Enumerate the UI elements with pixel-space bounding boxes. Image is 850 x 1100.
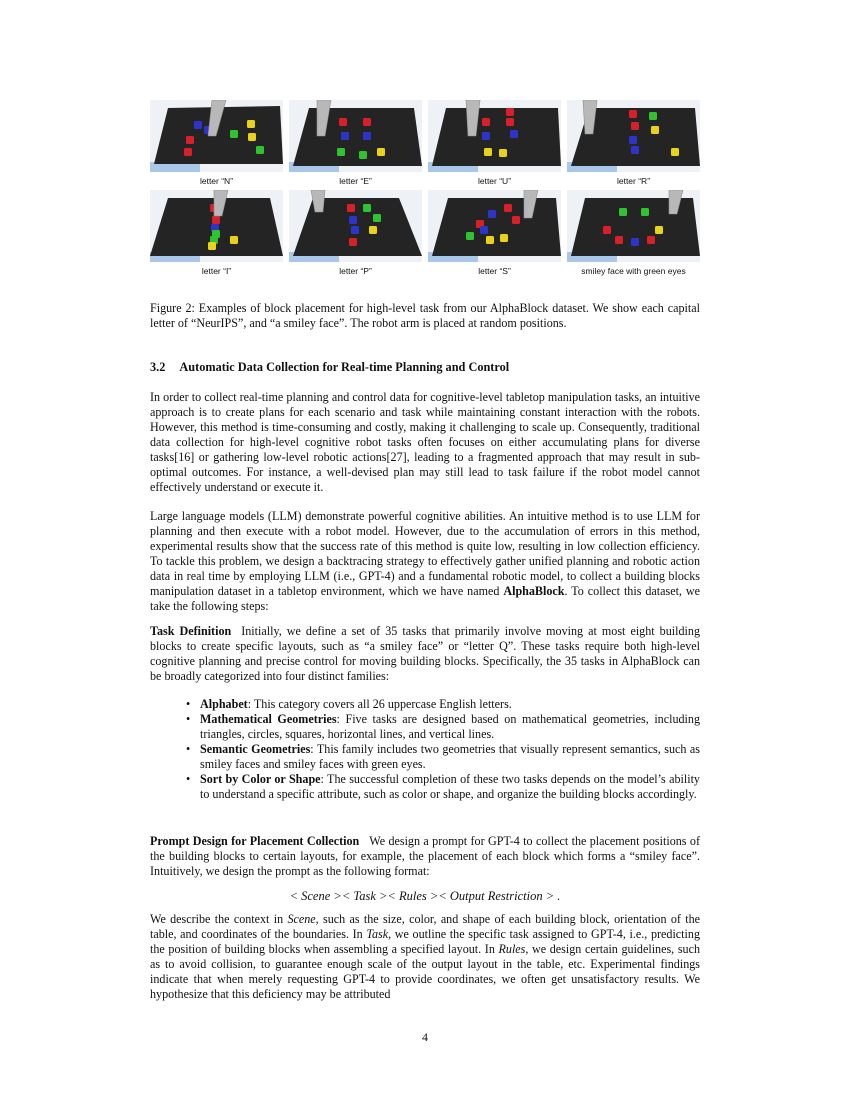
prompt-format-formula: < Scene >< Task >< Rules >< Output Restriction > .	[289, 889, 561, 903]
building-block	[186, 136, 194, 144]
table-surface	[293, 108, 422, 166]
text-run: , we design certain guidelines, such as to avoid collision, to guarantee enough scale of the output layout in the table, etc. Experimental findings indicate that when merely requesting GPT-4 to provide coordinates, we often get unsatisfactory results. We hypothesize that this deficiency may be attributed	[150, 942, 700, 1001]
math-var: Rules	[498, 942, 526, 956]
figure-panel	[428, 190, 561, 279]
list-item	[186, 742, 700, 772]
table-surface	[571, 198, 700, 256]
section-number: 3.2	[150, 360, 166, 374]
panel-label: letter “N”	[199, 176, 234, 186]
panel-label: smiley face with green eyes	[581, 266, 686, 276]
page-number: 4	[422, 1030, 428, 1044]
section-title: Automatic Data Collection for Real-time Planning and Control	[179, 360, 510, 374]
building-block	[671, 148, 679, 156]
building-block	[603, 226, 611, 234]
building-block	[347, 204, 355, 212]
building-block	[337, 148, 345, 156]
building-block	[373, 214, 381, 222]
building-block	[466, 232, 474, 240]
panel-label: letter “U”	[477, 176, 512, 186]
building-block	[184, 148, 192, 156]
building-block	[359, 151, 367, 159]
list-item	[186, 712, 700, 742]
building-block	[363, 204, 371, 212]
building-block	[349, 216, 357, 224]
block-scene-image	[567, 190, 700, 262]
block-scene-image	[289, 100, 422, 172]
building-block	[194, 121, 202, 129]
building-block	[480, 226, 488, 234]
building-block	[619, 208, 627, 216]
figure-2	[150, 100, 700, 279]
list-item-text: : This family includes two geometries that visually represent semantics, such as smiley faces and smiley faces with green eyes.	[200, 742, 700, 771]
building-block	[363, 118, 371, 126]
text-run: We describe the context in	[150, 912, 288, 926]
figure-row-2	[150, 190, 700, 279]
building-block	[482, 132, 490, 140]
prompt-design-heading: Prompt Design for Placement Collection	[150, 834, 360, 848]
paragraph-intro: In order to collect real-time planning and control data for cognitive-level tabletop manipulation tasks, an intuitive approach is to create plans for each scenario and task while maintaining constant interaction with the robots. However, this method is time-consuming and costly, making it challenging to scale up. Consequently, traditional data collection for high-level cognitive robot tasks often focuses on either accumulating plans for diverse tasks[16] or gathering low-level robotic actions[27], leading to a fragmented approach that may result in sub-optimal outcomes. For instance, a well-devised plan may still lead to task failure if the robot model cannot effectively understand or execute it.	[150, 390, 700, 494]
building-block	[506, 108, 514, 116]
building-block	[256, 146, 264, 154]
task-family-list	[186, 697, 700, 802]
block-scene-image	[150, 190, 283, 262]
dataset-name: AlphaBlock	[503, 584, 565, 598]
panel-label: letter “P”	[339, 266, 372, 276]
task-definition-text: Initially, we define a set of 35 tasks that primarily involve moving at most eight building blocks to create specific layouts, such as “a smiley face” or “letter Q”. These tasks require both high-level cognitive planning and precise control for moving building blocks. Specifically, the 35 tasks in AlphaBlock can be broadly categorized into four distinct families:	[150, 624, 700, 683]
building-block	[212, 216, 220, 224]
block-scene-image	[428, 100, 561, 172]
building-block	[629, 136, 637, 144]
figure-panel	[289, 190, 422, 279]
figure-panel	[567, 190, 700, 279]
building-block	[488, 210, 496, 218]
building-block	[615, 236, 623, 244]
figure-caption: Figure 2: Examples of block placement for high-level task from our AlphaBlock dataset. We show each capital letter of “NeurIPS”, and “a smiley face”. The robot arm is placed at random positions.	[150, 301, 700, 330]
list-item	[186, 772, 700, 802]
building-block	[363, 132, 371, 140]
list-item-text: : This category covers all 26 uppercase English letters.	[247, 697, 512, 711]
list-item-term: Alphabet	[200, 697, 248, 711]
building-block	[647, 236, 655, 244]
building-block	[230, 236, 238, 244]
text-run: , we outline the specific task assigned to GPT-4, i.e., predicting the position of building blocks when assembling a specified layout. In	[150, 927, 700, 956]
building-block	[506, 118, 514, 126]
building-block	[484, 148, 492, 156]
figure-panel	[428, 100, 561, 189]
building-block	[655, 226, 663, 234]
building-block	[377, 148, 385, 156]
list-item	[186, 697, 700, 712]
list-item-text: : The successful completion of these two tasks depends on the model’s ability to understand a specific attribute, such as color or shape, and organize the building blocks accordingly.	[200, 772, 700, 801]
building-block	[349, 238, 357, 246]
building-block	[486, 236, 494, 244]
building-block	[510, 130, 518, 138]
panel-label: letter “I”	[201, 266, 232, 276]
paragraph-llm-end: . To collect this dataset, we take the following steps:	[150, 584, 700, 613]
list-item-term: Sort by Color or Shape	[200, 772, 321, 786]
math-var: Scene	[287, 912, 316, 926]
paragraph-llm	[150, 509, 700, 614]
building-block	[499, 149, 507, 157]
building-block	[629, 110, 637, 118]
paragraph-llm-text: Large language models (LLM) demonstrate powerful cognitive abilities. An intuitive method is to use LLM for planning and then execute with a robot model. However, due to the accumulation of errors in this method, experimental results show that the success rate of this method is quite low, resulting in low collection efficiency. To tackle this problem, we design a backtracing strategy to effectively gather unified planning and robotic action data in real time by employing LLM (i.e., GPT-4) and a fundamental robotic model, to collect a building blocks manipulation dataset in a tabletop environment, which we have named	[150, 509, 700, 598]
building-block	[500, 234, 508, 242]
building-block	[351, 226, 359, 234]
prompt-design-text: We design a prompt for GPT-4 to collect the placement positions of the building blocks to certain layouts, for example, the placement of each block which forms a “smiley face”. Intuitively, we design the prompt as the following format:	[150, 834, 700, 878]
building-block	[482, 118, 490, 126]
building-block	[631, 122, 639, 130]
building-block	[341, 132, 349, 140]
list-item-term: Semantic Geometries	[200, 742, 311, 756]
table-surface	[432, 108, 561, 166]
figure-panel	[567, 100, 700, 189]
building-block	[247, 120, 255, 128]
paragraph-prompt-design	[150, 834, 700, 879]
building-block	[339, 118, 347, 126]
figure-panel	[289, 100, 422, 189]
task-definition-heading: Task Definition	[150, 624, 232, 638]
building-block	[504, 204, 512, 212]
block-scene-image	[289, 190, 422, 262]
building-block	[230, 130, 238, 138]
figure-panel	[150, 100, 283, 189]
figure-row-1	[150, 100, 700, 189]
building-block	[631, 146, 639, 154]
panel-label: letter “R”	[616, 176, 651, 186]
block-scene-image	[150, 100, 283, 172]
building-block	[651, 126, 659, 134]
paragraph-context	[150, 912, 700, 1002]
table-surface	[432, 198, 561, 256]
building-block	[631, 238, 639, 246]
building-block	[512, 216, 520, 224]
math-var: Task	[366, 927, 389, 941]
panel-label: letter “E”	[339, 176, 372, 186]
block-scene-image	[428, 190, 561, 262]
building-block	[649, 112, 657, 120]
text-run: , such as the size, color, and shape of each building block, orientation of the table, and coordinates of the boundaries. In	[150, 912, 701, 941]
block-scene-image	[567, 100, 700, 172]
building-block	[208, 242, 216, 250]
building-block	[369, 226, 377, 234]
paragraph-task-definition	[150, 624, 700, 684]
figure-panel	[150, 190, 283, 279]
section-heading	[150, 360, 700, 375]
building-block	[641, 208, 649, 216]
list-item-text: : Five tasks are designed based on mathematical geometries, including triangles, circles, squares, horizontal lines, and vertical lines.	[200, 712, 700, 741]
panel-label: letter “S”	[478, 266, 511, 276]
building-block	[248, 133, 256, 141]
list-item-term: Mathematical Geometries	[200, 712, 337, 726]
